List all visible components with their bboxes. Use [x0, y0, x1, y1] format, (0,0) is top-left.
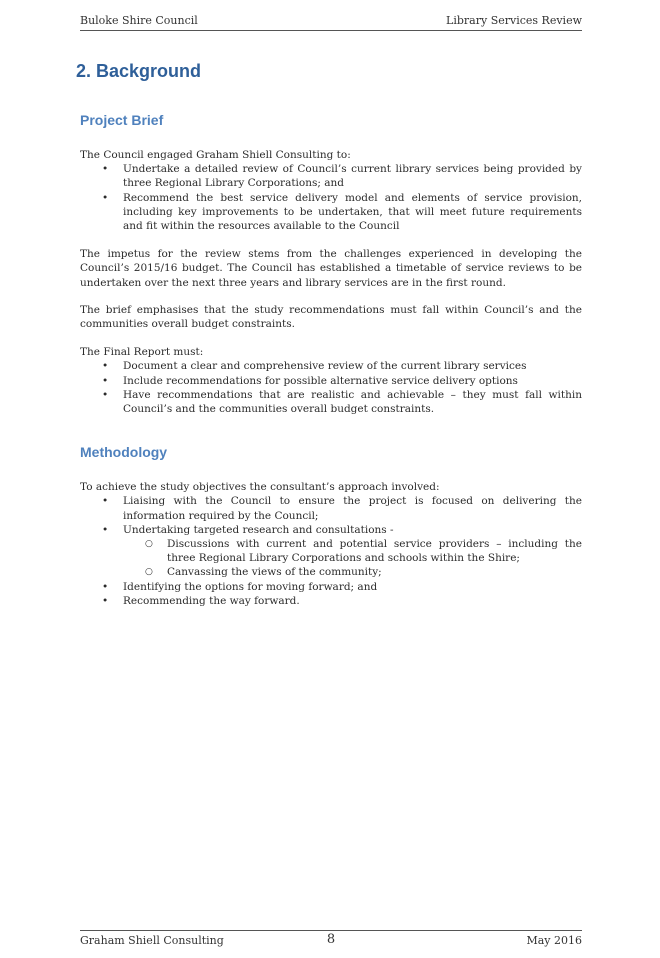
list-item-text: Document a clear and comprehensive review of the current library services: [123, 360, 527, 373]
header-right-text: Library Services Review: [446, 14, 582, 27]
methodology-heading: Methodology: [80, 444, 168, 461]
sub-list-item: [80, 565, 582, 579]
list-item: [80, 523, 582, 537]
bullet-marker: •: [102, 191, 109, 204]
list-item: [80, 594, 582, 608]
page-header: [80, 14, 582, 31]
header-left-text: Buloke Shire Council: [80, 14, 198, 27]
list-item-text: Include recommendations for possible alternative service delivery options: [123, 374, 518, 387]
footer-left-text: Graham Shiell Consulting: [80, 934, 224, 947]
page-content: [76, 58, 582, 608]
list-item: [80, 494, 582, 522]
list-item: [80, 359, 582, 373]
final-report-intro: The Final Report must:: [80, 346, 204, 359]
list-item-text: Recommend the best service delivery model and elements of service provision, including key improvements to be undertaken, that will meet future requirements and fit within the resources available to the Council: [123, 191, 582, 233]
project-brief-list: [80, 162, 582, 233]
sub-bullet-marker: ○: [145, 539, 153, 550]
list-item-text: Canvassing the views of the community;: [167, 566, 382, 579]
bullet-marker: •: [102, 495, 109, 508]
project-brief-intro: The Council engaged Graham Shiell Consulting to:: [80, 149, 351, 161]
bullet-marker: •: [102, 163, 109, 176]
bullet-marker: •: [102, 594, 109, 607]
bullet-marker: •: [102, 374, 109, 387]
list-item-text: Discussions with current and potential service providers – including the three Regional Library Corporations and schools within the Shire;: [167, 538, 582, 565]
paragraph: The brief emphasises that the study recommendations must fall within Council’s and the communities overall budget constraints.: [80, 303, 582, 331]
bullet-marker: •: [102, 388, 109, 401]
final-report-list: [80, 359, 582, 416]
methodology-intro: To achieve the study objectives the consultant’s approach involved:: [80, 481, 440, 494]
page-number: 8: [326, 932, 336, 947]
list-item: [80, 580, 582, 594]
section-heading: 2. Background: [76, 61, 202, 81]
bullet-marker: •: [102, 580, 109, 593]
list-item-text: Have recommendations that are realistic and achievable – they must fall within Council’s and the communities overall budget constraints.: [123, 388, 582, 416]
footer-date: May 2016: [526, 934, 582, 947]
list-item-text: Undertaking targeted research and consultations -: [123, 523, 394, 536]
list-item-text: Recommending the way forward.: [123, 594, 300, 607]
list-item-text: Identifying the options for moving forward; and: [123, 580, 378, 593]
list-item-text: Undertake a detailed review of Council’s current library services being provided by three Regional Library Corporations; and: [123, 163, 582, 190]
list-item: [80, 388, 582, 416]
sub-list-item: [80, 537, 582, 565]
list-item-text: Liaising with the Council to ensure the project is focused on delivering the information required by the Council;: [123, 495, 582, 522]
list-item: [80, 191, 582, 234]
bullet-marker: •: [102, 360, 109, 373]
bullet-marker: •: [102, 523, 109, 536]
sub-bullet-marker: ○: [145, 567, 153, 578]
list-item: [80, 374, 582, 388]
methodology-list: [80, 494, 582, 608]
paragraph: The impetus for the review stems from the challenges experienced in developing the Council’s 2015/16 budget. The Council has established a timetable of service reviews to be undertaken over the next three years and library services are in the first round.: [80, 248, 582, 289]
list-item: [80, 162, 582, 190]
page-footer: [80, 930, 582, 951]
project-brief-heading: Project Brief: [80, 112, 164, 128]
